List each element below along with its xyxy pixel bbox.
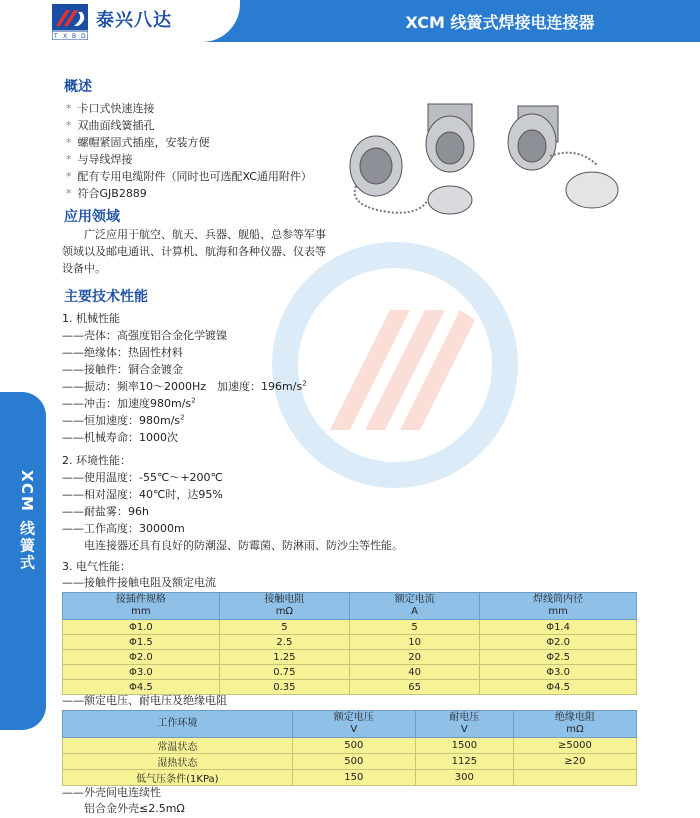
spec-line: ——机械寿命：1000次	[62, 431, 178, 444]
application-heading: 应用领域	[64, 209, 120, 225]
spec-line: ——相对湿度：40℃时，达95%	[62, 488, 223, 501]
list-item: * 卡口式快速连接	[66, 102, 155, 115]
voltage-table	[62, 710, 637, 786]
table-row: Φ1.5 2.5 10 Φ2.0	[63, 635, 637, 650]
list-item: * 与导线焊接	[66, 153, 133, 166]
column-header: 接插件规格 mm	[63, 593, 220, 620]
watermark-logo	[270, 240, 520, 490]
company-logo	[52, 4, 88, 40]
spec-line: ——冲击：加速度$980m/s^2$	[62, 396, 196, 410]
logo-letters: X	[63, 33, 68, 40]
brand-name: 泰兴八达	[96, 10, 172, 31]
table-row: 常温状态 500 1500 ≥5000	[63, 738, 637, 754]
spec-line: ——恒加速度：$980m/s^2$	[62, 413, 185, 427]
column-header: 焊线筒内径 mm	[480, 593, 637, 620]
table-row: Φ2.0 1.25 20 Φ2.5	[63, 650, 637, 665]
logo-letters: B	[72, 33, 77, 40]
table-row: 湿热状态 500 1125 ≥20	[63, 754, 637, 770]
page-title: XCM 线簧式焊接电连接器	[405, 13, 595, 32]
logo-letters: D	[81, 33, 86, 40]
spec-line: ——耐盐雾：96h	[62, 505, 149, 518]
table-row: Φ3.0 0.75 40 Φ3.0	[63, 665, 637, 680]
column-header: 接触电阻 mΩ	[219, 593, 349, 620]
table-row: 低气压条件(1KPa) 150 300	[63, 770, 637, 786]
table1-caption: ——接触件接触电阻及额定电流	[62, 576, 216, 589]
table-row: Φ4.5 0.35 65 Φ4.5	[63, 680, 637, 695]
footer-line: ——外壳间电连续性	[62, 786, 161, 799]
column-header: 绝缘电阻 mΩ	[513, 711, 636, 738]
table-header-row	[63, 711, 637, 738]
mech-title: 1. 机械性能	[62, 312, 120, 325]
contact-table	[62, 592, 637, 695]
table-header-row	[63, 593, 637, 620]
list-item: * 双曲面线簧插孔	[66, 119, 155, 132]
column-header: 耐电压 V	[415, 711, 513, 738]
spec-line: ——接触件：铜合金镀金	[62, 363, 183, 376]
specs-heading: 主要技术性能	[64, 289, 148, 305]
elec-title: 3. 电气性能：	[62, 560, 131, 573]
spec-line: ——壳体：高强度铝合金化学镀镍	[62, 329, 227, 342]
product-photo	[328, 96, 632, 220]
table2-caption: ——额定电压、耐电压及绝缘电阻	[62, 694, 227, 707]
table-row: Φ1.0 5 5 Φ1.4	[63, 620, 637, 635]
application-text: 广泛应用于航空、航天、兵器、舰船、总参等军事 领域以及邮电通讯、计算机、航海和各种仪器、仪表等 设备中。	[62, 228, 326, 275]
spec-line: ——使用温度：-55℃～+200℃	[62, 471, 223, 484]
list-item: * 符合GJB2889	[66, 187, 147, 200]
column-header: 额定电压 V	[292, 711, 415, 738]
side-tab-label: XCM 线簧式	[18, 470, 36, 572]
column-header: 工作环境	[63, 711, 293, 738]
spec-line: ——振动：频率10～2000Hz 加速度：$196m/s^2$	[62, 379, 307, 393]
spec-line: ——绝缘体：热固性材料	[62, 346, 183, 359]
spec-line: 电连接器还具有良好的防潮湿、防霉菌、防淋雨、防沙尘等性能。	[62, 539, 403, 552]
spec-line: ——工作高度：30000m	[62, 522, 185, 535]
list-item: * 螺帽紧固式插座，安装方便	[66, 136, 210, 149]
footer-line: 铝合金外壳≤2.5mΩ	[62, 802, 185, 815]
column-header: 额定电流 A	[349, 593, 479, 620]
overview-heading: 概述	[64, 79, 92, 95]
env-title: 2. 环境性能：	[62, 454, 131, 467]
logo-letters: T	[54, 33, 58, 40]
list-item: * 配有专用电缆附件（同时也可选配XC通用附件）	[66, 170, 312, 183]
